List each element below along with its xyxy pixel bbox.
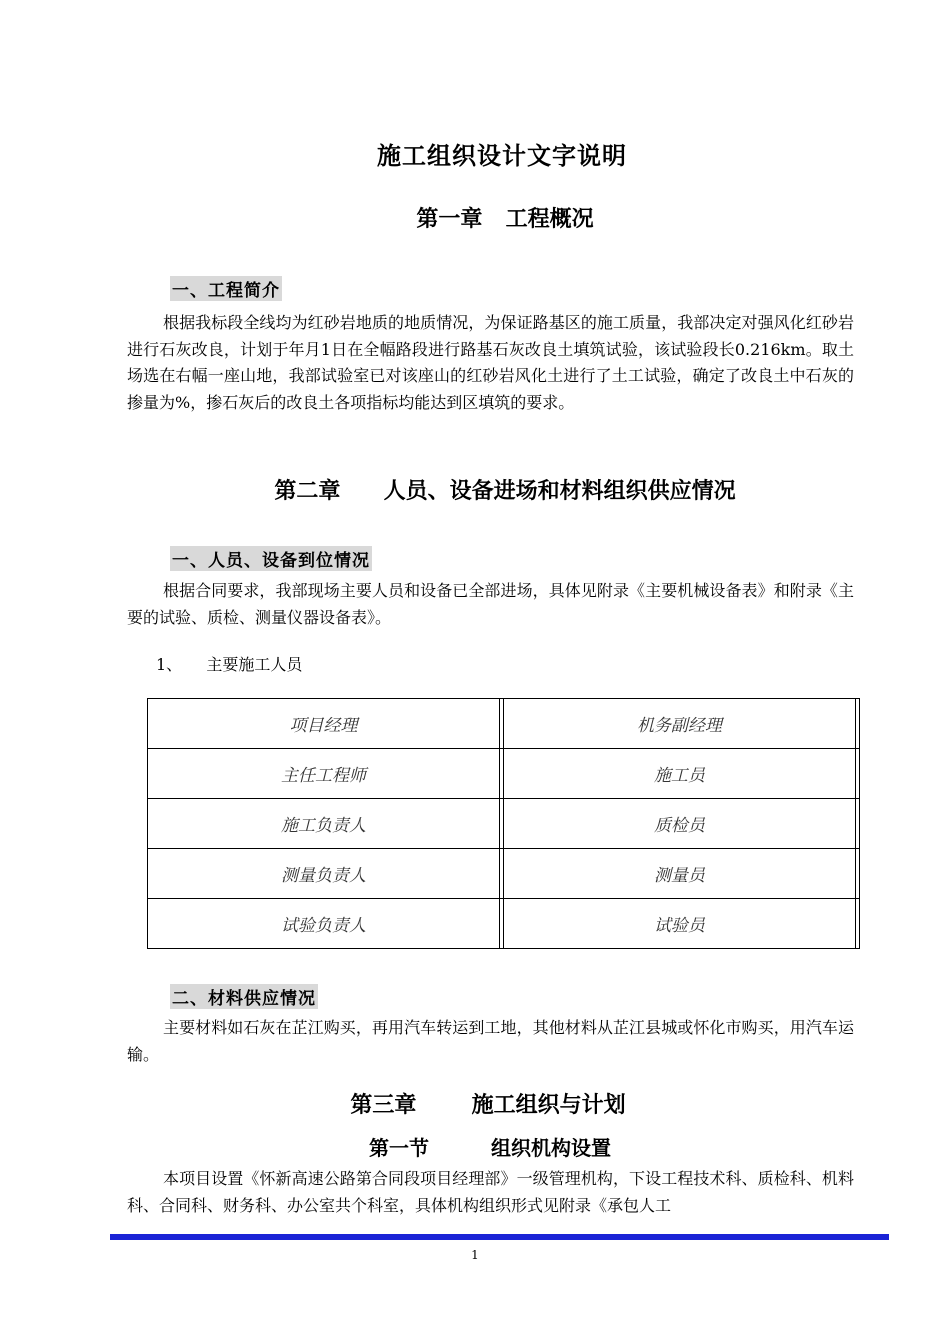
staff-role-cell: 机务副经理: [503, 699, 855, 749]
staff-role-cell: 试验负责人: [148, 899, 500, 949]
section-2-1-heading: 一、人员、设备到位情况: [170, 546, 372, 571]
staff-role-cell: 测量负责人: [148, 849, 500, 899]
staff-name-cell: [855, 899, 859, 949]
section-3-1-name: 组织机构设置: [490, 1136, 611, 1160]
table-row: [148, 899, 860, 949]
chapter-2-heading: [0, 474, 950, 505]
table-row: [148, 799, 860, 849]
footer-rule: [110, 1234, 889, 1240]
staff-role-cell: 测量员: [503, 849, 855, 899]
section-2-1-body: 根据合同要求，我部现场主要人员和设备已全部进场，具体见附录《主要机械设备表》和附录《主要的试验、质检、测量仪器设备表》。: [127, 581, 854, 627]
staff-role-cell: 施工员: [503, 749, 855, 799]
list-item-staff: [156, 652, 302, 675]
section-3-1-label: 第一节: [369, 1136, 430, 1160]
staff-name-cell: [855, 699, 859, 749]
staff-role-cell: 项目经理: [148, 699, 500, 749]
chapter-3-heading: [0, 1088, 950, 1119]
chapter-2-label: 第二章: [274, 479, 341, 504]
table-row: [148, 849, 860, 899]
chapter-3-label: 第三章: [350, 1093, 417, 1118]
section-1-1-body: 根据我标段全线均为红砂岩地质的地质情况，为保证路基区的施工质量，我部决定对强风化红砂岩进行石灰改良，计划于年月1日在全幅路段进行路基石灰改良土填筑试验，该试验段长0.216km。取土场选在右幅一座山地，我部试验室已对该座山的红砂岩风化土进行了土工试验，确定了改良土中石灰的掺量为%，掺石灰后的改良土各项指标均能达到区填筑的要求。: [127, 313, 854, 412]
staff-role-cell: 质检员: [503, 799, 855, 849]
chapter-1-name: 工程概况: [505, 207, 594, 232]
staff-name-cell: [855, 849, 859, 899]
document-title: 施工组织设计文字说明: [377, 142, 627, 170]
page-number: 1: [471, 1248, 479, 1262]
staff-role-cell: 施工负责人: [148, 799, 500, 849]
staff-name-cell: [855, 749, 859, 799]
table-row: [148, 749, 860, 799]
list-number: 1、: [156, 655, 183, 674]
section-3-1-heading: [0, 1132, 950, 1161]
section-1-1-heading: 一、工程简介: [170, 276, 282, 301]
staff-table: [147, 698, 860, 949]
section-3-1-body: 本项目设置《怀新高速公路第合同段项目经理部》一级管理机构，下设工程技术科、质检科、机料科、合同科、财务科、办公室共个科室，具体机构组织形式见附录《承包人工: [127, 1169, 854, 1215]
section-2-2-body: 主要材料如石灰在芷江购买，再用汽车转运到工地，其他材料从芷江县城或怀化市购买，用汽车运输。: [127, 1018, 854, 1064]
section-2-2-heading: 二、材料供应情况: [170, 984, 318, 1009]
chapter-1-heading: [0, 202, 950, 233]
chapter-3-name: 施工组织与计划: [471, 1093, 626, 1118]
chapter-2-name: 人员、设备进场和材料组织供应情况: [383, 479, 736, 504]
table-row: [148, 699, 860, 749]
staff-role-cell: 主任工程师: [148, 749, 500, 799]
list-text: 主要施工人员: [206, 655, 303, 674]
staff-name-cell: [855, 799, 859, 849]
staff-role-cell: 试验员: [503, 899, 855, 949]
chapter-1-label: 第一章: [416, 207, 483, 232]
